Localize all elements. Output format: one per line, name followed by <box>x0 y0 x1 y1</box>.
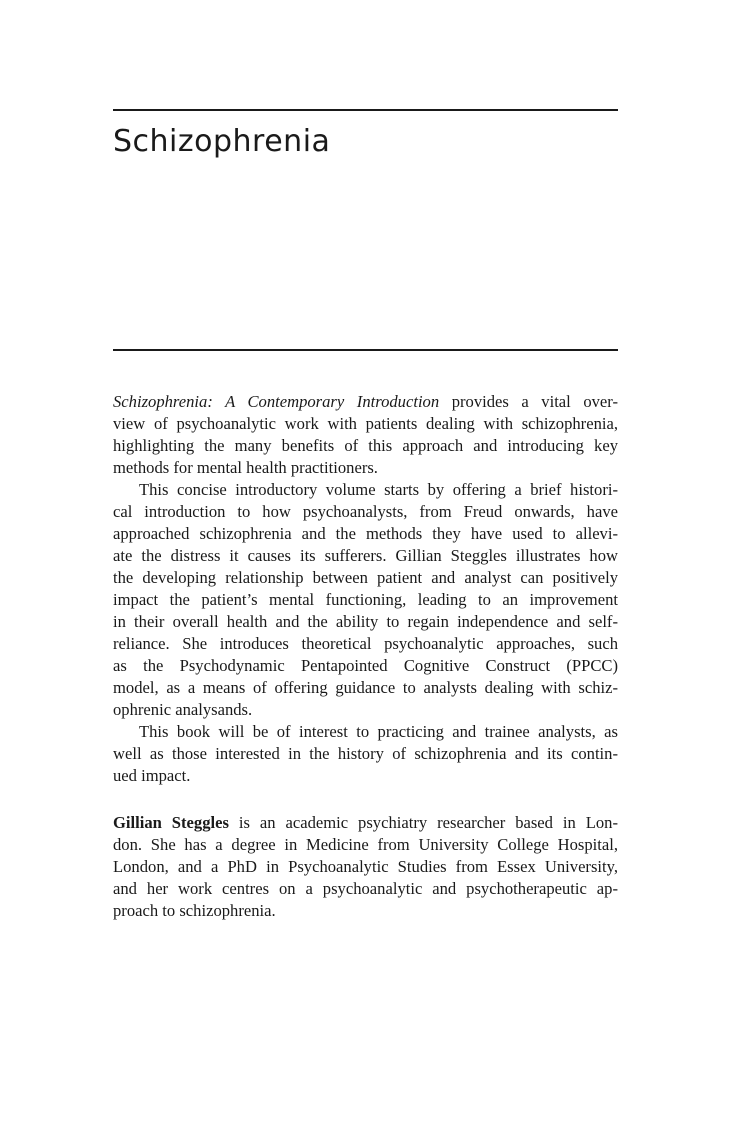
text-line: in their overall health and the ability to regain independence and self- <box>113 612 618 631</box>
blurb-line-text: provides a vital over- <box>439 392 618 411</box>
author-name: Gillian Steggles <box>113 813 229 832</box>
text-line: well as those interested in the history of schizophrenia and its contin- <box>113 744 618 763</box>
text-line: ophrenic analysands. <box>113 700 253 719</box>
page-title: Schizophrenia <box>113 124 331 159</box>
text-line: and her work centres on a psychoanalytic and psychotherapeutic ap- <box>113 879 618 898</box>
text-line: proach to schizophrenia. <box>113 901 276 920</box>
bio-line-text: is an academic psychiatry researcher based in Lon- <box>228 813 618 832</box>
book-description <box>113 391 618 787</box>
book-title-italic: Schizophrenia: A Contemporary Introduction <box>113 392 440 411</box>
paragraph-2 <box>113 479 618 721</box>
paragraph-1 <box>113 413 618 479</box>
text-line: ate the distress it causes its sufferers. Gillian Steggles illustrates how <box>113 546 618 565</box>
text-line: This concise introductory volume starts by offering a brief histori- <box>139 480 618 499</box>
text-line: reliance. She introduces theoretical psychoanalytic approaches, such <box>113 634 618 653</box>
top-rule <box>113 109 618 111</box>
text-line: This book will be of interest to practicing and trainee analysts, as <box>139 722 618 741</box>
text-line: methods for mental health practitioners. <box>113 458 378 477</box>
text-line: impact the patient’s mental functioning, leading to an improvement <box>113 590 618 609</box>
text-line: cal introduction to how psychoanalysts, from Freud onwards, have <box>113 502 618 521</box>
text-line: as the Psychodynamic Pentapointed Cognitive Construct (PPCC) <box>113 656 618 675</box>
text-line: don. She has a degree in Medicine from University College Hospital, <box>113 835 618 854</box>
title-bottom-rule <box>113 349 618 351</box>
text-line: model, as a means of offering guidance to analysts dealing with schiz- <box>113 678 618 697</box>
text-line: approached schizophrenia and the methods they have used to allevi- <box>113 524 618 543</box>
text-line: ued impact. <box>113 766 191 785</box>
author-bio <box>113 812 618 922</box>
bio-first-line <box>113 812 618 834</box>
blurb-first-line <box>113 391 618 413</box>
text-line: highlighting the many benefits of this approach and introducing key <box>113 436 618 455</box>
text-line: view of psychoanalytic work with patients dealing with schizophrenia, <box>113 414 618 433</box>
bio-lines <box>113 834 618 922</box>
paragraph-3 <box>113 721 618 787</box>
text-line: London, and a PhD in Psychoanalytic Studies from Essex University, <box>113 857 618 876</box>
text-line: the developing relationship between patient and analyst can positively <box>113 568 618 587</box>
